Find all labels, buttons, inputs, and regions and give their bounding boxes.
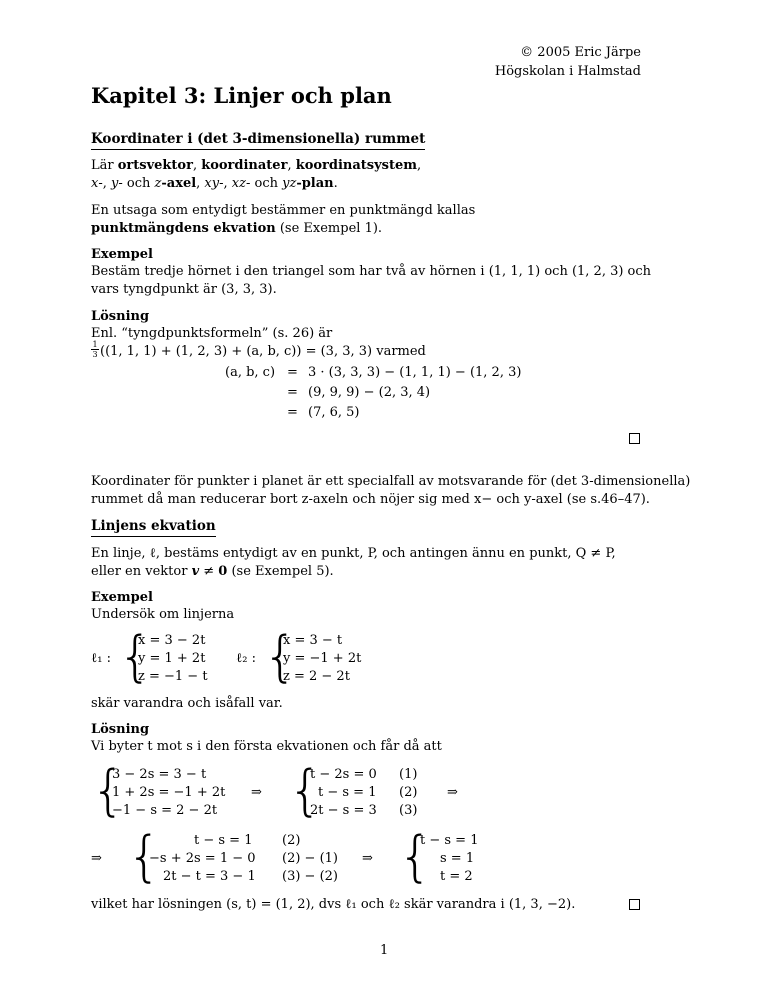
learn-prefix: Lär — [91, 158, 118, 173]
solution-text-line-2: ((1, 1, 1) + (1, 2, 3) + (a, b, c)) = (3, 3, 3) varmed — [100, 344, 426, 359]
sys2-row-3: 2t − s = 3 — [310, 803, 377, 818]
sep: , — [417, 158, 422, 173]
example-label: Exempel — [91, 590, 153, 605]
sys4-row-3: t = 2 — [440, 869, 473, 884]
sep: , — [287, 158, 296, 173]
example-label: Exempel — [91, 247, 153, 262]
example-text-line-2: vars tyngdpunkt är (3, 3, 3). — [91, 282, 277, 297]
align-lhs: (a, b, c) — [225, 365, 276, 380]
line-intro-line-1: En linje, ℓ, bestäms entydigt av en punkt, P, och antingen ännu en punkt, Q ≠ P, — [91, 546, 616, 561]
align-row-1: 3 · (3, 3, 3) − (1, 1, 1) − (1, 2, 3) — [308, 365, 522, 380]
term-koordinater: koordinater — [201, 158, 288, 173]
fraction-denominator: 3 — [92, 350, 98, 359]
term-ortsvektor: ortsvektor — [117, 158, 193, 173]
institution-line: Högskolan i Halmstad — [494, 64, 641, 79]
l2-row-y: y = −1 + 2t — [283, 651, 362, 666]
chapter-title: Kapitel 3: Linjer och plan — [91, 83, 392, 108]
text: - och — [245, 176, 283, 191]
example-text-line-1: Bestäm tredje hörnet i den triangel som har två av hörnen i (1, 1, 1) och (1, 2, 3) och — [91, 264, 652, 279]
term-plan: -plan — [296, 176, 334, 191]
solution-text-line-1: Enl. “tyngdpunktsformeln” (s. 26) är — [91, 326, 333, 341]
l2-row-x: x = 3 − t — [283, 633, 343, 648]
sys2-tag-2: (2) — [399, 785, 418, 800]
text: , — [196, 176, 205, 191]
line-intro-line-2 — [91, 563, 334, 581]
after-lines-text: skär varandra och isåfall var. — [91, 696, 283, 711]
section-heading-coordinates: Koordinater i (det 3-dimensionella) rummet — [91, 130, 425, 150]
solution-label: Lösning — [91, 309, 150, 324]
sys2-row-2: t − s = 1 — [318, 785, 377, 800]
sys4-row-2: s = 1 — [440, 851, 475, 866]
learn-terms-line — [91, 157, 421, 175]
qed-square-icon — [629, 899, 640, 910]
paragraph-line-2 — [91, 220, 382, 238]
fraction-numerator: 1 — [92, 340, 98, 349]
implies-arrow-icon: ⇒ — [362, 851, 373, 866]
solution-label: Lösning — [91, 722, 150, 737]
var-y: y — [111, 176, 119, 191]
var-xy: xy — [204, 176, 220, 191]
var-x: x — [91, 176, 99, 191]
implies-arrow-icon: ⇒ — [91, 851, 102, 866]
left-brace-icon: { — [118, 625, 153, 688]
sys1-row-1: 3 − 2s = 3 − t — [112, 767, 207, 782]
axes-planes-line — [91, 175, 338, 193]
text: (se Exempel 5). — [227, 564, 334, 579]
plane-remark-line-2: rummet då man reducerar bort z-axeln och nöjer sig med x− och y-axel (se s.46–47). — [91, 492, 650, 507]
var-xz: xz — [231, 176, 246, 191]
term-koordinatsystem: koordinatsystem — [295, 158, 418, 173]
section-heading-line-equation: Linjens ekvation — [91, 517, 216, 537]
left-brace-icon: { — [288, 759, 323, 822]
line-l2-label: ℓ₂ : — [236, 651, 256, 666]
left-brace-icon: { — [263, 625, 298, 688]
var-yz: yz — [282, 176, 297, 191]
implies-arrow-icon: ⇒ — [447, 785, 458, 800]
l1-row-y: y = 1 + 2t — [138, 651, 206, 666]
align-row-2: (9, 9, 9) − (2, 3, 4) — [308, 385, 431, 400]
text: -, — [219, 176, 232, 191]
align-eq-sign: = — [287, 385, 298, 400]
solution-text: Vi byter t mot s i den första ekvationen och får då att — [91, 739, 442, 754]
example-text: Undersök om linjerna — [91, 607, 235, 622]
sys3-row-3: 2t − t = 3 − 1 — [163, 869, 256, 884]
align-eq-sign: = — [287, 365, 298, 380]
l1-row-z: z = −1 − t — [138, 669, 208, 684]
fraction-one-third — [91, 340, 99, 359]
conclusion-text: vilket har lösningen (s, t) = (1, 2), dvs ℓ₁ och ℓ₂ skär varandra i (1, 3, −2). — [91, 897, 576, 912]
plane-remark-line-1: Koordinater för punkter i planet är ett specialfall av motsvarande för (det 3-dimensionella) — [91, 474, 691, 489]
sys4-row-1: t − s = 1 — [420, 833, 479, 848]
vector-v: v — [191, 564, 200, 579]
sys3-tag-2: (2) − (1) — [282, 851, 338, 866]
paragraph-line-1: En utsaga som entydigt bestämmer en punktmängd kallas — [91, 203, 476, 218]
copyright-line: © 2005 Eric Järpe — [520, 45, 641, 60]
text: (se Exempel 1). — [275, 221, 383, 236]
sys2-tag-3: (3) — [399, 803, 418, 818]
qed-square-icon — [629, 433, 640, 444]
text: . — [333, 176, 338, 191]
sep: , — [192, 158, 202, 173]
sys3-tag-1: (2) — [282, 833, 301, 848]
l1-row-x: x = 3 − 2t — [138, 633, 206, 648]
page-number: 1 — [380, 943, 389, 958]
left-brace-icon: { — [91, 759, 126, 822]
sys2-tag-1: (1) — [399, 767, 418, 782]
align-eq-sign: = — [287, 405, 298, 420]
sys3-tag-3: (3) − (2) — [282, 869, 338, 884]
left-brace-icon: { — [398, 825, 433, 888]
sys3-row-1: t − s = 1 — [194, 833, 253, 848]
sys1-row-3: −1 − s = 2 − 2t — [112, 803, 218, 818]
text: ≠ — [199, 564, 219, 579]
text: eller en vektor — [91, 564, 192, 579]
text: - och — [118, 176, 155, 191]
text: -, — [98, 176, 112, 191]
sys2-row-1: t − 2s = 0 — [310, 767, 377, 782]
line-l1-label: ℓ₁ : — [91, 651, 111, 666]
var-z: z — [154, 176, 162, 191]
sys3-row-2: −s + 2s = 1 − 0 — [149, 851, 256, 866]
term-axel: -axel — [161, 176, 197, 191]
sys1-row-2: 1 + 2s = −1 + 2t — [112, 785, 226, 800]
term-punktmangdens-ekvation: punktmängdens ekvation — [91, 221, 276, 236]
zero-vector: 0 — [218, 564, 228, 579]
align-row-3: (7, 6, 5) — [308, 405, 360, 420]
implies-arrow-icon: ⇒ — [251, 785, 262, 800]
left-brace-icon: { — [127, 825, 162, 888]
l2-row-z: z = 2 − 2t — [283, 669, 350, 684]
